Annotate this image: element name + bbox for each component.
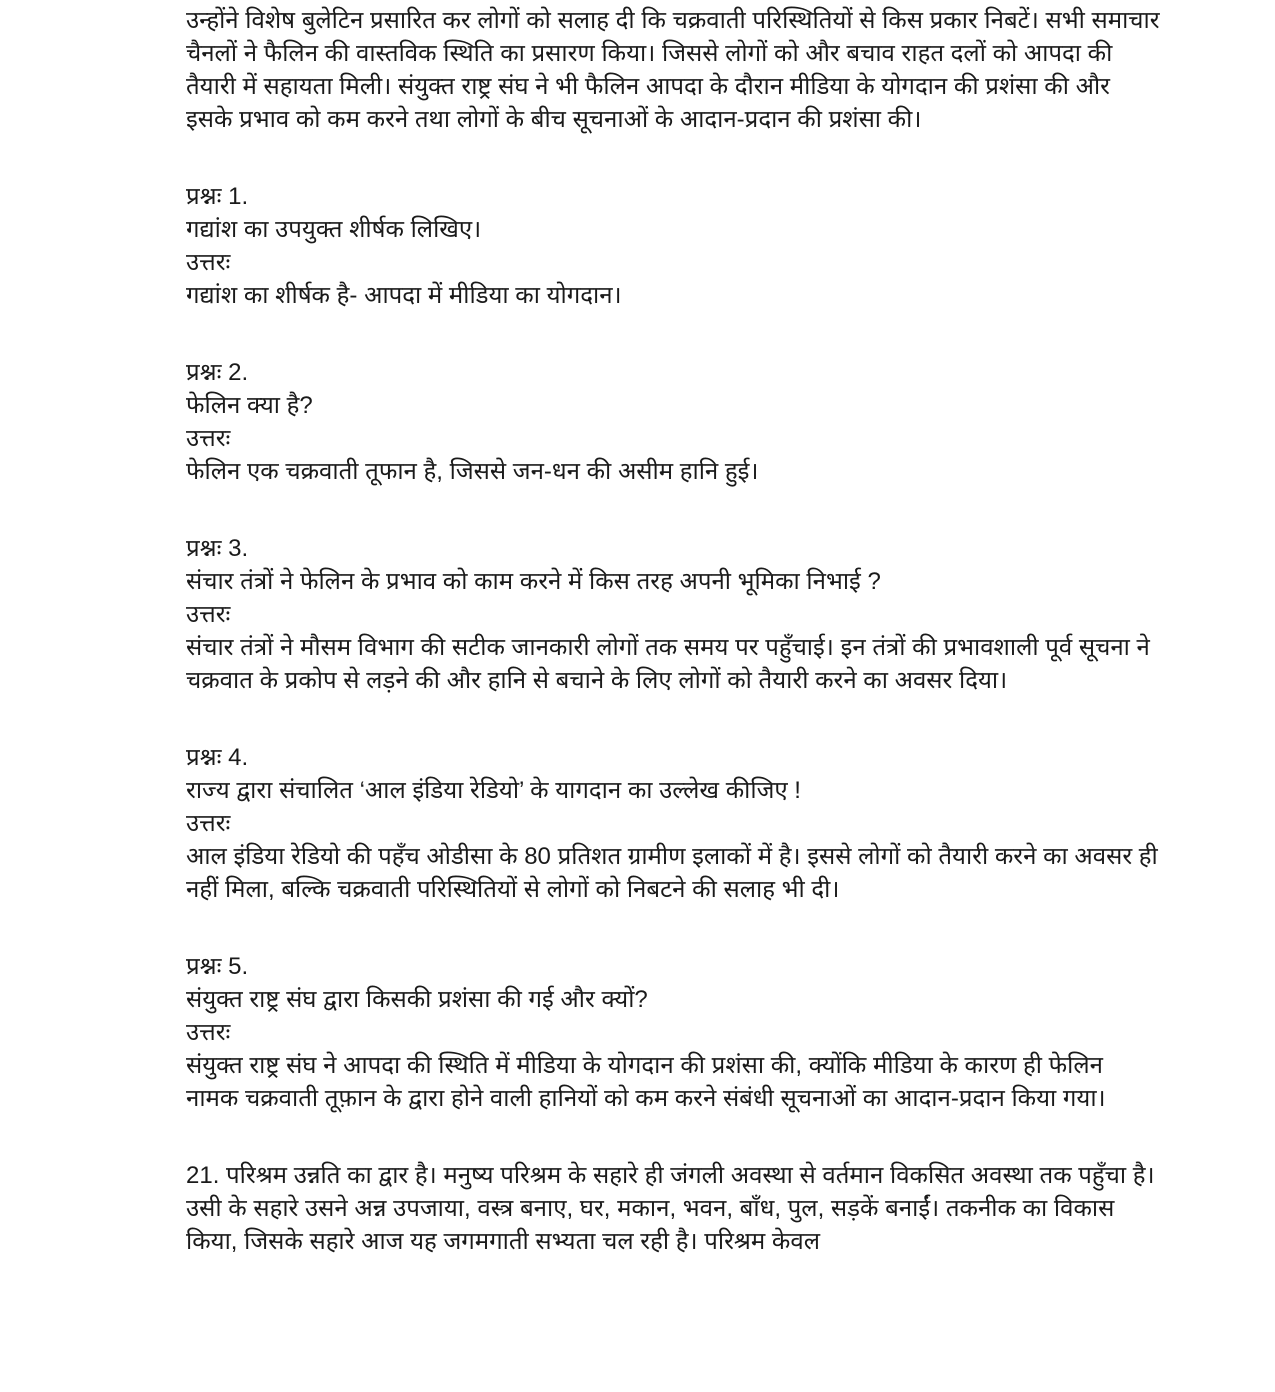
question-text: गद्यांश का उपयुक्त शीर्षक लिखिए। <box>186 216 482 243</box>
answer-label: उत्तरः <box>186 425 231 452</box>
answer-text: आल इंडिया रेडियो की पहँच ओडीसा के 80 प्रतिशत ग्रामीण इलाकों में है। इससे लोगों को तैयारी करने का अवसर ही नहीं मिला, बल्कि चक्रवाती परिस्थितियों से लोगों को निबटने की सलाह भी दी। <box>186 843 1158 903</box>
next-passage-paragraph: 21. परिश्रम उन्नति का द्वार है। मनुष्य परिश्रम के सहारे ही जंगली अवस्था से वर्तमान विकसित अवस्था तक पहुँचा है। उसी के सहारे उसने अन्न उपजाया, वस्त्र बनाए, घर, मकान, भवन, बाँध, पुल, सड़कें बनाईं। तकनीक का विकास किया, जिसके सहारे आज यह जगमगाती सभ्यता चल रही है। परिश्रम केवल <box>186 1162 1155 1255</box>
question-text: राज्य द्वारा संचालित ‘आल इंडिया रेडियो’ के यागदान का उल्लेख कीजिए ! <box>186 777 801 804</box>
question-label: प्रश्नः 3. <box>186 535 249 562</box>
intro-paragraph: उन्होंने विशेष बुलेटिन प्रसारित कर लोगों को सलाह दी कि चक्रवाती परिस्थितियों से किस प्रकार निबटें। सभी समाचार चैनलों ने फैलिन की वास्तविक स्थिति का प्रसारण किया। जिससे लोगों को और बचाव राहत दलों को आपदा की तैयारी में सहायता मिली। संयुक्त राष्ट्र संघ ने भी फैलिन आपदा के दौरान मीडिया के योगदान की प्रशंसा की और इसके प्रभाव को कम करने तथा लोगों के बीच सूचनाओं के आदान-प्रदान की प्रशंसा की। <box>186 7 1160 133</box>
question-block-3 <box>186 532 1161 697</box>
question-label: प्रश्नः 5. <box>186 953 249 980</box>
document-page <box>186 4 1161 1258</box>
question-text: फेलिन क्या है? <box>186 392 313 419</box>
question-label: प्रश्नः 2. <box>186 359 249 386</box>
question-block-1 <box>186 180 1161 312</box>
question-label: प्रश्नः 4. <box>186 744 249 771</box>
question-label: प्रश्नः 1. <box>186 183 249 210</box>
question-block-5 <box>186 950 1161 1115</box>
question-block-2 <box>186 356 1161 488</box>
answer-text: संचार तंत्रों ने मौसम विभाग की सटीक जानकारी लोगों तक समय पर पहुँचाई। इन तंत्रों की प्रभावशाली पूर्व सूचना ने चक्रवात के प्रकोप से लड़ने की और हानि से बचाने के लिए लोगों को तैयारी करने का अवसर दिया। <box>186 634 1150 694</box>
answer-label: उत्तरः <box>186 1019 231 1046</box>
answer-label: उत्तरः <box>186 601 231 628</box>
question-block-4 <box>186 741 1161 906</box>
answer-label: उत्तरः <box>186 249 231 276</box>
question-text: संयुक्त राष्ट्र संघ द्वारा किसकी प्रशंसा की गई और क्यों? <box>186 986 648 1013</box>
question-text: संचार तंत्रों ने फेलिन के प्रभाव को काम करने में किस तरह अपनी भूमिका निभाई ? <box>186 568 881 595</box>
answer-text: संयुक्त राष्ट्र संघ ने आपदा की स्थिति में मीडिया के योगदान की प्रशंसा की, क्योंकि मीडिया के कारण ही फेलिन नामक चक्रवाती तूफ़ान के द्वारा होने वाली हानियों को कम करने संबंधी सूचनाओं का आदान-प्रदान किया गया। <box>186 1052 1106 1112</box>
answer-text: फेलिन एक चक्रवाती तूफान है, जिससे जन-धन की असीम हानि हुई। <box>186 458 759 485</box>
answer-text: गद्यांश का शीर्षक है- आपदा में मीडिया का योगदान। <box>186 282 622 309</box>
answer-label: उत्तरः <box>186 810 231 837</box>
